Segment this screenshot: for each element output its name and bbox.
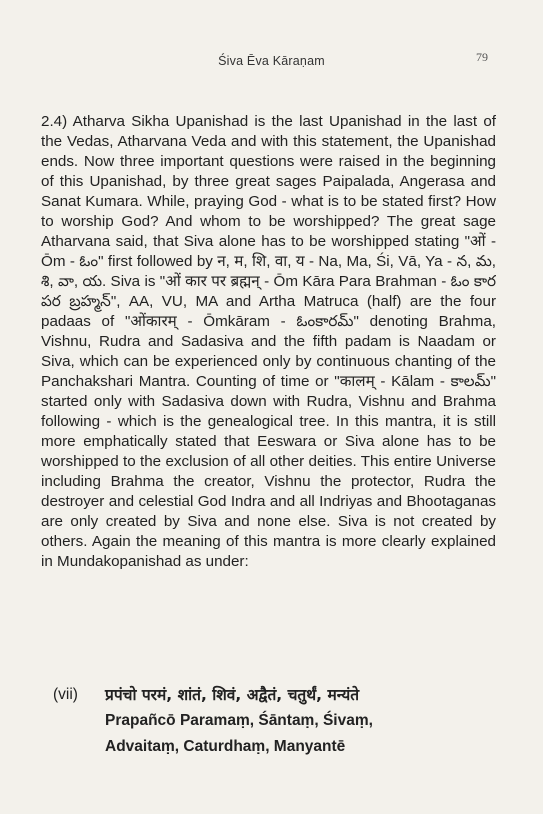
verse-block	[53, 682, 483, 760]
verse-row-1	[53, 682, 483, 708]
verse-devanagari: प्रपंचो परमं, शांतं, शिवं, अद्वैतं, चतुर्थं, मन्यंते	[105, 686, 360, 704]
verse-row-3	[53, 734, 483, 760]
main-text	[41, 112, 496, 572]
page-number: 79	[476, 50, 488, 64]
running-header: Śiva Ēva Kāraṇam	[218, 54, 325, 68]
verse-row-2	[53, 708, 483, 734]
body-paragraph: 2.4) Atharva Sikha Upanishad is the last Upanishad in the last of the Vedas, Atharvana Veda and with this statement, the Upanishad ends. Now three important questions were raised in the beginning of this Upanishad, by three great sages Paipalada, Angerasa and Sanat Kumara. While, praying God - what is to be stated first? How to worship God? And whom to be worshipped? The great sage Atharvana said, that Siva alone has to be worshipped stating "ओं - Ōm - ఓం" first followed by न, म, शि, वा, य - Na, Ma, Śi, Vā, Ya - న, మ, శి, వా, య. Siva is "ओं कार पर ब्रह्मन् - Ōm Kāra Para Brahman - ఓం కార పర బ్రహ్మన్", AA, VU, MA and Artha Matruca (half) are the four padaas of "ओंकारम् - Ōmkāram - ఓంకారమ్" denoting Brahma, Vishnu, Rudra and Sadasiva and the fifth padam is Naadam or Siva, which can be experienced only by continuous chanting of the Panchakshari Mantra. Counting of time or "कालम् - Kālam - కాలమ్" started only with Sadasiva down with Rudra, Vishnu and Brahma following - which is the genealogical tree. In this mantra, it is still more emphatically stated that Eeswara or Siva alone has to be worshipped to the exclusion of all other deities. This entire Universe including Brahma the creator, Vishnu the protector, Rudra the destroyer and celestial God Indra and all Indriyas and Bhootaganas are only created by Siva and none else. Siva is not created by others. Again the meaning of this mantra is more clearly explained in Mundakopanishad as under:	[41, 113, 496, 570]
verse-transliteration-2: Advaitaṃ, Caturdhaṃ, Manyantē	[105, 738, 346, 755]
verse-transliteration-1: Prapañcō Paramaṃ, Śāntaṃ, Śivaṃ,	[105, 712, 373, 729]
verse-number: (vii)	[53, 686, 78, 703]
